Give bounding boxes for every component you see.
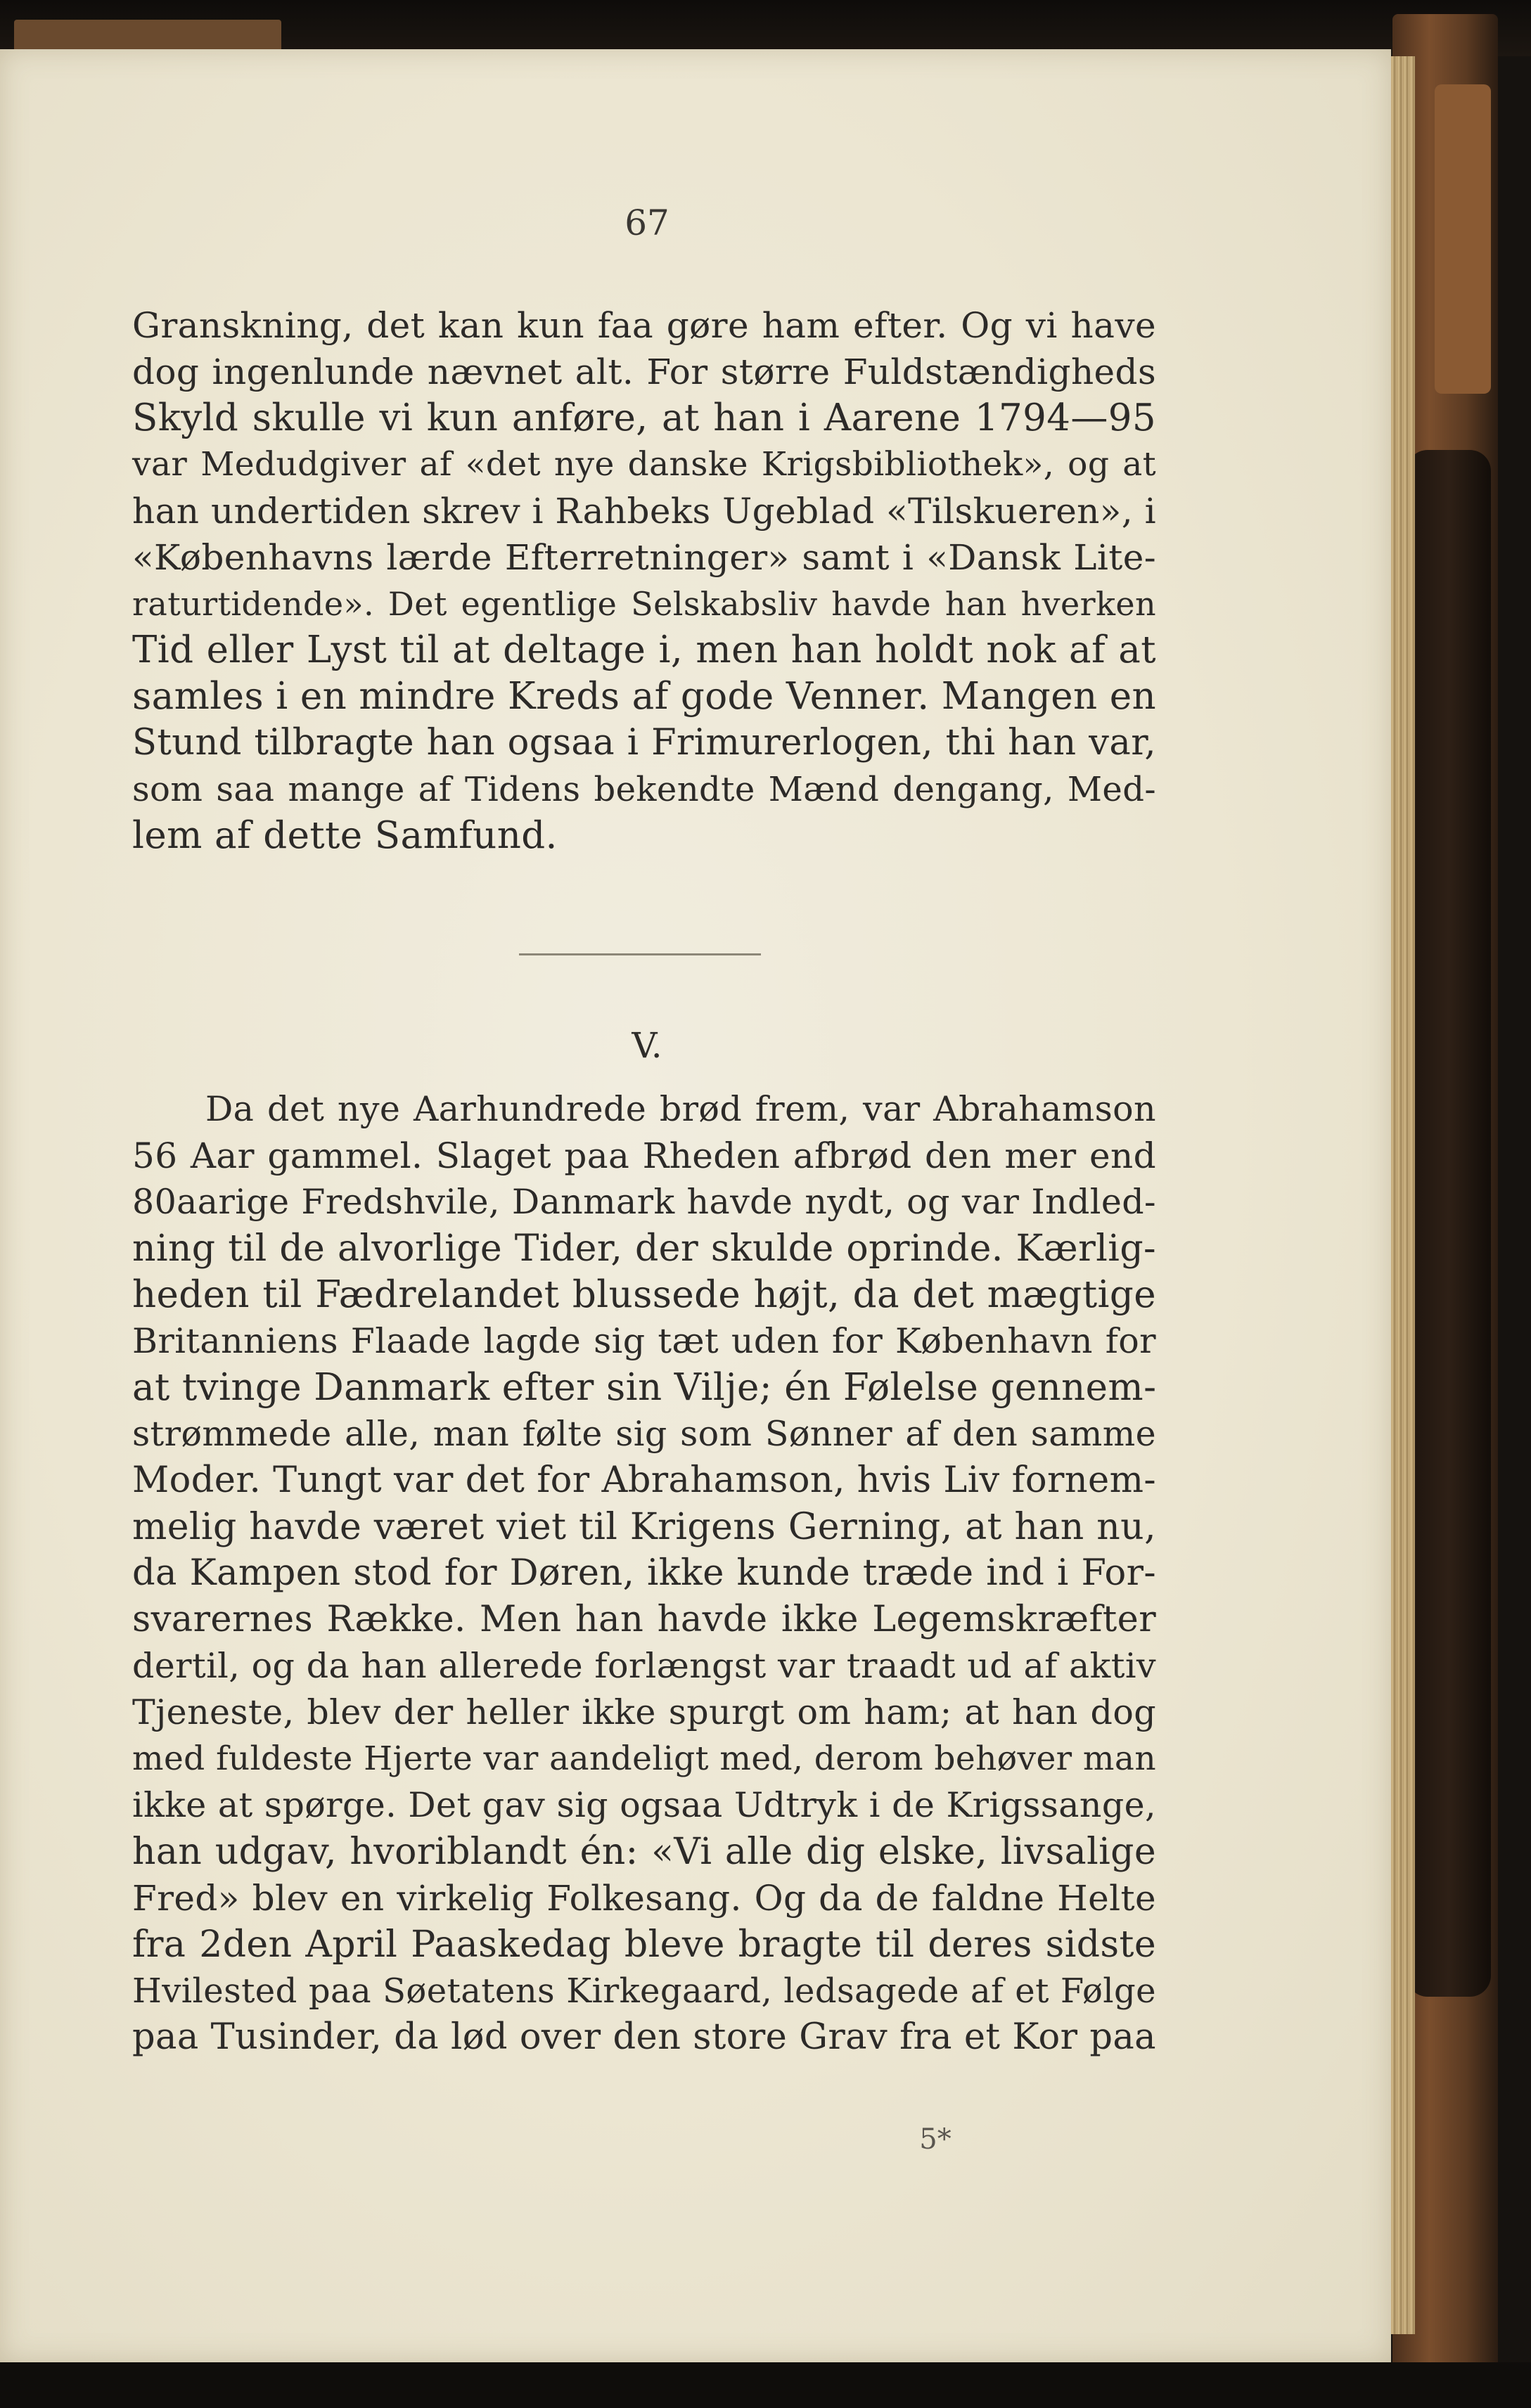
text-line: at tvinge Danmark efter sin Vilje; én Følelse gennem- xyxy=(132,1366,1157,1409)
text-line: Granskning, det kan kun faa gøre ham efter. Og vi have xyxy=(132,305,1156,346)
text-line: lem af dette Samfund. xyxy=(132,814,558,857)
section-divider-rule xyxy=(519,953,761,955)
text-line: Britanniens Flaade lagde sig tæt uden for København for xyxy=(132,1321,1156,1361)
binding-shadow xyxy=(1407,450,1491,1997)
paragraph-1 xyxy=(132,302,1156,859)
signature-mark: 5* xyxy=(919,2123,952,2156)
page-number: 67 xyxy=(624,202,670,243)
text-line: Moder. Tungt var det for Abrahamson, hvis Liv fornem- xyxy=(132,1460,1156,1501)
text-line: var Medudgiver af «det nye danske Krigsbibliothek», og at xyxy=(132,445,1156,484)
text-line: heden til Fædrelandet blussede højt, da det mægtige xyxy=(132,1273,1156,1316)
text-line: Da det nye Aarhundrede brød frem, var Abrahamson xyxy=(205,1089,1156,1129)
text-line: som saa mange af Tidens bekendte Mænd dengang, Med- xyxy=(132,770,1156,809)
text-line: ikke at spørge. Det gav sig ogsaa Udtryk i de Krigssange, xyxy=(132,1785,1156,1825)
text-line: dog ingenlunde nævnet alt. For større Fuldstændigheds xyxy=(132,352,1156,392)
text-line: samles i en mindre Kreds af gode Venner. Mangen en xyxy=(132,675,1157,718)
text-line: raturtidende». Det egentlige Selskabsliv havde han hverken xyxy=(132,585,1156,623)
text-line: med fuldeste Hjerte var aandeligt med, derom behøver man xyxy=(132,1739,1156,1778)
bottom-page-edge xyxy=(0,2362,1531,2408)
text-line: 80aarige Fredshvile, Danmark havde nydt, og var Indled- xyxy=(132,1182,1156,1222)
text-line: han undertiden skrev i Rahbeks Ugeblad «Tilskueren», i xyxy=(132,491,1156,532)
text-line: svarernes Række. Men han havde ikke Legemskræfter xyxy=(132,1599,1156,1640)
binding-band xyxy=(1435,84,1491,394)
text-line: 56 Aar gammel. Slaget paa Rheden afbrød den mer end xyxy=(132,1135,1156,1176)
text-line: Tjeneste, blev der heller ikke spurgt om ham; at han dog xyxy=(132,1692,1156,1732)
text-line: Hvilested paa Søetatens Kirkegaard, ledsagede af et Følge xyxy=(132,1971,1156,2011)
text-line: da Kampen stod for Døren, ikke kunde træde ind i For- xyxy=(132,1552,1156,1594)
text-line: paa Tusinder, da lød over den store Grav fra et Kor paa xyxy=(132,2016,1156,2058)
text-line: ning til de alvorlige Tider, der skulde oprinde. Kærlig- xyxy=(132,1228,1156,1270)
text-line: fra 2den April Paaskedag bleve bragte til deres sidste xyxy=(132,1924,1156,1966)
text-line: Skyld skulle vi kun anføre, at han i Aarene 1794—95 xyxy=(132,397,1156,439)
section-heading: V. xyxy=(632,1025,662,1066)
paragraph-2 xyxy=(132,1086,1156,2061)
text-line: Tid eller Lyst til at deltage i, men han holdt nok af at xyxy=(132,629,1156,671)
text-line: melig havde været viet til Krigens Gerning, at han nu, xyxy=(132,1506,1156,1548)
text-line: Stund tilbragte han ogsaa i Frimurerlogen, thi han var, xyxy=(132,722,1156,764)
text-line: Fred» blev en virkelig Folkesang. Og da de faldne Helte xyxy=(132,1878,1156,1919)
text-line: han udgav, hvoriblandt én: «Vi alle dig elske, livsalige xyxy=(132,1831,1156,1873)
top-binding-strip xyxy=(14,20,281,52)
text-line: dertil, og da han allerede forlængst var traadt ud af aktiv xyxy=(132,1646,1156,1686)
text-line: strømmede alle, man følte sig som Sønner af den samme xyxy=(132,1414,1156,1454)
text-line: «Københavns lærde Efterretninger» samt i «Dansk Lite- xyxy=(132,537,1156,578)
